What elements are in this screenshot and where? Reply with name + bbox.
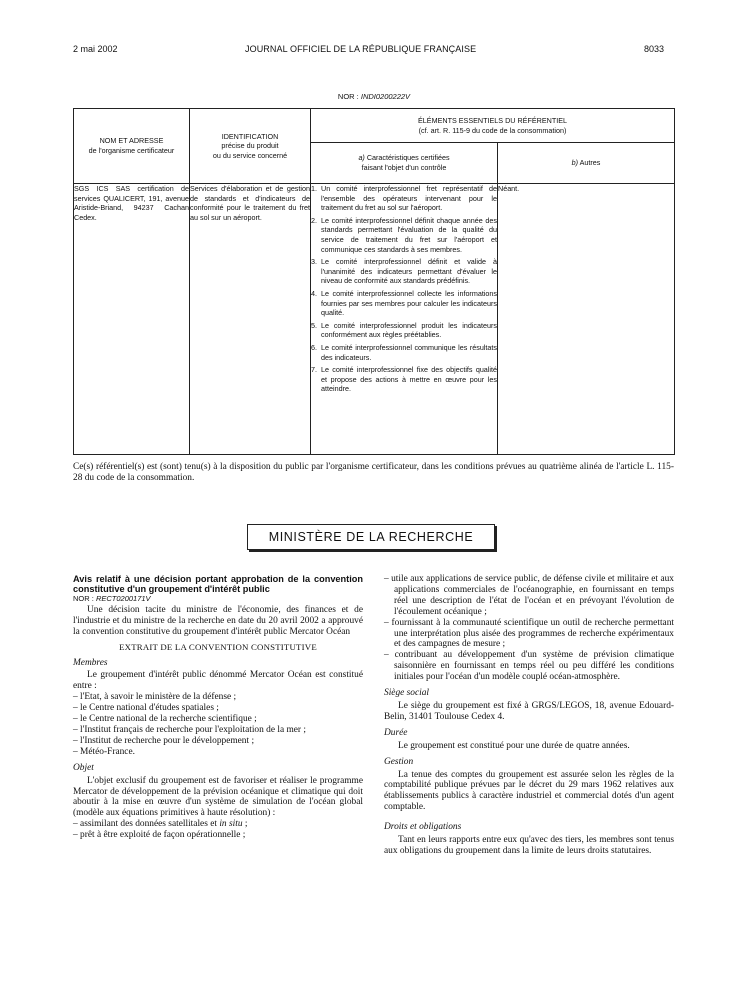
item-text: Le comité interprofessionnel définit chaque année des standards permettant l'évaluation de la qualité du service de traitement du fret sur l'aéroport et communique ces standards à ses membres. <box>321 215 497 254</box>
membre-item: – l'Etat, à savoir le ministère de la défense ; <box>73 692 237 703</box>
item-number: 3. <box>311 257 317 267</box>
autres-text: Néant. <box>498 184 520 193</box>
membres-heading: Membres <box>73 657 108 668</box>
article-column-right <box>384 574 674 857</box>
avis-nor-code: RECT0200171V <box>95 594 151 603</box>
membre-item: – Météo-France. <box>73 746 135 757</box>
subheader-b-label: Autres <box>579 158 601 168</box>
ministry-label: MINISTÈRE DE LA RECHERCHE <box>268 530 474 544</box>
subheader-a-line1: Caractéristiques certifiées <box>366 153 450 163</box>
header-organisme-line2: de l'organisme certificateur <box>88 146 175 155</box>
header-identification-line3: ou du service concerné <box>212 150 288 160</box>
item-text: Le comité interprofessionnel définit et valide à l'unanimité des indicateurs permettant d'évaluer le niveau de conformité aux standards prédéfinis. <box>321 257 497 286</box>
objet-heading: Objet <box>73 762 94 773</box>
header-organisme <box>74 109 190 184</box>
avis-title: Avis relatif à une décision portant approbation de la convention constitutive d'un groupement d'intérêt public <box>73 574 363 594</box>
item-number: 7. <box>311 365 317 375</box>
membre-item: – le Centre national d'études spatiales ; <box>73 703 219 714</box>
header-elements-essentiels <box>311 109 675 143</box>
caracteristique-item <box>311 216 497 254</box>
caracteristiques-list <box>311 184 497 394</box>
caracteristique-item <box>311 257 497 286</box>
organisme-text: SGS ICS SAS certification de services QUALICERT, 191, avenue Aristide-Briand, 94237 Cachan Cedex. <box>74 184 189 222</box>
nor-code: INDI0200222V <box>360 92 411 101</box>
membre-item: – l'Institut français de recherche pour l'exploitation de la mer ; <box>73 724 306 735</box>
item-text: Le comité interprofessionnel fixe des objectifs qualité et propose des actions à mettre en œuvre pour les atteindre. <box>321 365 497 394</box>
droits-heading: Droits et obligations <box>384 822 462 833</box>
item-number: 1. <box>311 184 317 193</box>
item-text: Le comité interprofessionnel collecte les informations fournies par ses membres pour calculer les indicateurs qualité. <box>321 288 497 318</box>
header-date: 2 mai 2002 <box>73 44 118 54</box>
extrait-heading: EXTRAIT DE LA CONVENTION CONSTITUTIVE <box>119 641 317 652</box>
subheader-a-line2: faisant l'objet d'un contrôle <box>361 163 447 172</box>
item-text: Le comité interprofessionnel produit les indicateurs conformément aux règles préétablies. <box>321 320 497 340</box>
subheader-a-prefix: a) <box>358 153 365 163</box>
objet-text: L'objet exclusif du groupement est de favoriser et réaliser le programme Mercator de développement de la prévision océanique et climatique qui doit aboutir à la mise en œuvre d'un système de simulation de l'océan global (modèle aux équations primitives à haute résolution) : <box>73 775 363 819</box>
cell-caracteristiques <box>311 184 498 455</box>
duree-text: Le groupement est constitué pour une durée de quatre années. <box>398 740 630 751</box>
header-organisme-line1: NOM ET ADRESSE <box>99 136 164 146</box>
avis-nor-label: NOR : <box>73 594 94 603</box>
objet-item-1-end: ; <box>242 819 248 830</box>
membre-item: – l'Institut de recherche pour le développement ; <box>73 735 255 746</box>
objet-item: – fournissant à la communauté scientifique un outil de recherche permettant une interprétation plus aisée des programmes de recherche expérimentaux et des campagnes de mesure ; <box>384 617 674 650</box>
membre-item: – le Centre national de la recherche scientifique ; <box>73 714 257 725</box>
item-text: Un comité interprofessionnel fret représentatif de l'ensemble des opérateurs intervenant pour le traitement du fret au sol sur l'aéroport. <box>321 184 497 213</box>
journal-title: JOURNAL OFFICIEL DE LA RÉPUBLIQUE FRANÇAISE <box>245 44 477 54</box>
cell-autres <box>498 184 675 455</box>
nor-reference-top <box>0 92 748 101</box>
item-number: 4. <box>311 288 317 298</box>
duree-heading: Durée <box>384 727 408 738</box>
gestion-text: La tenue des comptes du groupement est assurée selon les règles de la comptabilité publique prévues par le décret du 29 mars 1962 relatives aux établissements publics à caractère industriel et commercial dotés d'un agent comptable. <box>384 769 674 813</box>
avis-nor <box>73 594 363 605</box>
table-note: Ce(s) référentiel(s) est (sont) tenu(s) à la disposition du public par l'organisme certificateur, dans les conditions prévues au quatrième alinéa de l'article L. 115-28 du code de la consommation. <box>73 462 674 483</box>
caracteristique-item <box>311 365 497 394</box>
cell-organisme <box>74 184 190 455</box>
nor-label: NOR : <box>337 92 359 101</box>
objet-item: – prêt à être exploité de façon opérationnelle ; <box>73 830 246 841</box>
siege-text: Le siège du groupement est fixé à GRGS/LEGOS, 18, avenue Edouard-Belin, 31401 Toulouse Cedex 4. <box>384 700 674 722</box>
ministry-heading <box>247 524 495 550</box>
item-number: 5. <box>311 320 317 330</box>
subheader-autres <box>498 143 675 184</box>
objet-item: – utile aux applications de service public, de défense civile et militaire et aux applications commerciales de l'océanographie, en fournissant en temps réel une description de l'état de l'océan et en prévoyant l'évolution de l'écoulement océanique ; <box>384 574 674 617</box>
caracteristique-item <box>311 184 497 213</box>
objet-item <box>73 819 363 830</box>
identification-text: Services d'élaboration et de gestion de standards et d'indicateurs de conformité pour le traitement du fret au sol sur un aéroport. <box>190 184 310 222</box>
objet-item-1-italic: in situ <box>219 819 243 830</box>
objet-item-1-text: – assimilant des données satellitales et <box>73 819 220 830</box>
page-number: 8033 <box>643 44 664 54</box>
header-identification-line1: IDENTIFICATION <box>221 131 279 141</box>
header-elements-line1: ÉLÉMENTS ESSENTIELS DU RÉFÉRENTIEL <box>418 115 567 125</box>
item-number: 2. <box>311 215 317 225</box>
header-elements-line2: (cf. art. R. 115-9 du code de la consommation) <box>418 125 567 135</box>
gestion-heading: Gestion <box>384 756 414 767</box>
item-text: Le comité interprofessionnel communique les résultats des indicateurs. <box>321 342 497 362</box>
referentiel-table <box>73 108 675 455</box>
caracteristique-item <box>311 321 497 340</box>
cell-identification <box>190 184 311 455</box>
membres-intro: Le groupement d'intérêt public dénommé Mercator Océan est constitué entre : <box>73 670 363 692</box>
article-column-left <box>73 574 363 841</box>
header-identification-line2: précise du produit <box>221 141 279 151</box>
item-number: 6. <box>311 342 317 352</box>
droits-text: Tant en leurs rapports entre eux qu'avec des tiers, les membres sont tenus aux obligations du groupement dans la limite de leurs droits statutaires. <box>384 835 674 856</box>
siege-heading: Siège social <box>384 688 430 699</box>
subheader-b-prefix: b) <box>571 158 579 168</box>
objet-item: – contribuant au développement d'un système de prévision climatique saisonnière en fournissant en temps réel ou peu différé les conditions initiales pour l'océan d'un modèle couplé océan-atmosphère. <box>384 650 674 683</box>
caracteristique-item <box>311 343 497 362</box>
avis-intro: Une décision tacite du ministre de l'économie, des finances et de l'industrie et du ministre de la recherche en date du 20 avril 2002 a approuvé la convention constitutive du groupement d'intérêt public Mercator Océan <box>73 604 363 637</box>
header-identification <box>190 109 311 184</box>
subheader-caracteristiques <box>311 143 498 184</box>
caracteristique-item <box>311 289 497 318</box>
